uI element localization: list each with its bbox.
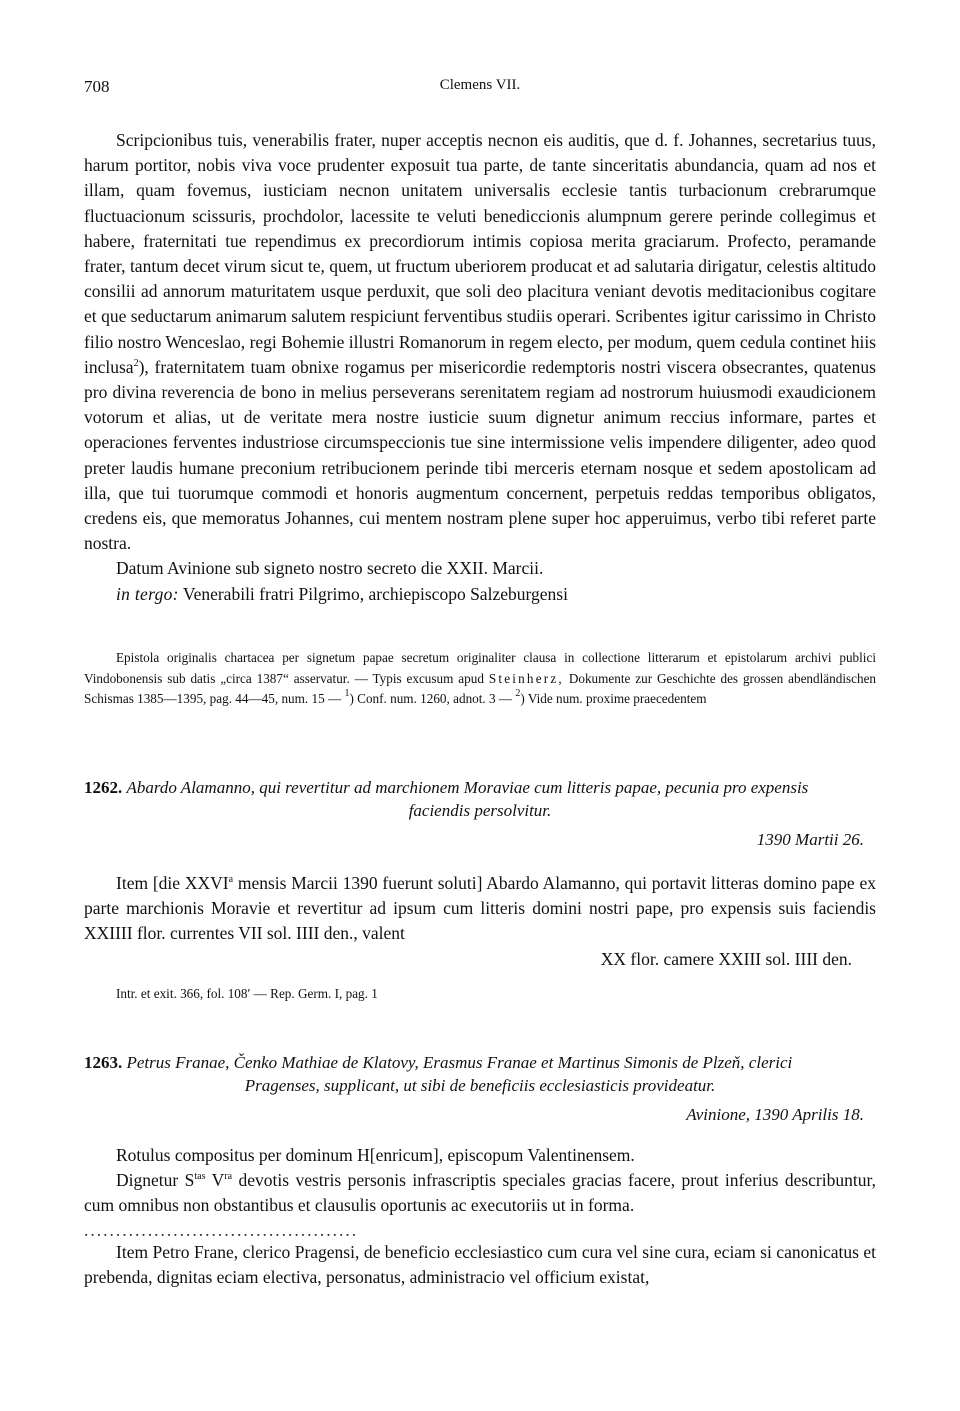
source-reference-1262: Intr. et exit. 366, fol. 108′ — Rep. Germ. I, pag. 1: [116, 986, 378, 1001]
entry-body-1263: [84, 1143, 876, 1290]
payment-amount: XX flor. camere XXIII sol. IIII den.: [600, 948, 852, 969]
tergo-line: [84, 582, 876, 607]
page-number: 708: [84, 77, 110, 96]
entry-number: 1262.: [84, 778, 123, 797]
dignetur-paragraph: Dignetur $S^{tas}$ $V^{ra}$ devotis vestris personis infrascriptis speciales gracias facere, prout inferius describuntur, cum omnibus non obstantibus et clausulis oportunis ac executoriis ut in forma.: [84, 1170, 876, 1216]
entry-number: 1263.: [84, 1053, 123, 1072]
tergo-label: in tergo:: [116, 583, 179, 604]
entry-summary: Petrus Franae, Čenko Mathiae de Klatovy, Erasmus Franae et Martinus Simonis de Plzeň, clerici: [126, 1053, 793, 1072]
omission-dots: ...........................................: [84, 1219, 359, 1240]
entry-heading-1262: [84, 776, 876, 851]
entry-date: Avinione, 1390 Aprilis 18.: [686, 1105, 864, 1124]
entry-date: 1390 Martii 26.: [756, 830, 864, 849]
entry-summary-cont: Pragenses, supplicant, ut sibi de beneficiis ecclesiasticis provideatur.: [244, 1076, 716, 1095]
entry-heading-1263: [84, 1051, 876, 1126]
entry-summary-cont: faciendis persolvitur.: [408, 801, 552, 820]
item-paragraph: Item Petro Frane, clerico Pragensi, de beneficio ecclesiastico cum cura vel sine cura, eciam si canonicatus et prebenda, dignitas eciam electiva, personatus, administracio vel officium existat,: [84, 1241, 876, 1287]
tergo-address: Venerabili fratri Pilgrimo, archiepiscopo Salzeburgensi: [182, 583, 568, 604]
datum-line: Datum Avinione sub signeto nostro secreto die XXII. Marcii.: [116, 558, 544, 579]
running-title: Clemens VII.: [439, 77, 521, 93]
entry-summary: Abardo Alamanno, qui revertitur ad marchionem Moraviae cum litteris papae, pecunia pro expensis: [126, 778, 809, 797]
rotulus-line: Rotulus compositus per dominum H[enricum], episcopum Valentinensem.: [116, 1145, 635, 1165]
editorial-note: Epistola originalis chartacea per signetum papae secretum originaliter clausa in collectione litterarum et epistolarum archivi publici Vindobonensis sub datis „circa 1387“ asservatur. — Typis excusum apud Steinherz, Dokumente zur Geschichte des grossen abendländischen Schismas 1385—1395, pag. 44—45, num. 15 — $^1$) Conf. num. 1260, adnot. 3 — $^2$) Vide num. proxime praecedentem: [84, 650, 877, 707]
cited-author: Steinherz,: [488, 670, 564, 686]
letter-paragraph: Scripcionibus tuis, venerabilis frater, nuper acceptis necnon eis auditis, que d. f. Johannes, secretarius tuus, harum portitor, nobis viva voce prudenter exposuit tua parte, de tante sinceritatis abundancia, quam ad nos et illam, quam fovemus, iusticiam necnon unitatem universalis ecclesie tantis turbacionum crebrarumque fluctuacionum scissuris, prochdolor, lacessite te veluti benediccionis alumpnum gerere perinde collegimus et habere, fraternitati tue rependimus ex precordiorum intimis copiosa merita graciarum. Profecto, peramande frater, tantum decet virum sicut te, quem, ut fructum uberiorem producat et ad salutaria dirigatur, celestis altitudo consilii ad annorum maturitatem usque perduxit, que soli deo placitura veniant devotis meditacionibus cogitare et que seductarum animarum salutem respiciunt ferventibus studiis operari. Scribentes igitur carissimo in Christo filio nostro Wenceslao, regi Bohemie illustri Romanorum in regem electo, per modum, quem cedula continet hiis inclusa$^2$), fraternitatem tuam obnixe rogamus per misericordie redemptoris nostri viscera obsecrantes, quatenus pro divina reverencia de bono in melius perseverans serenitatem regiam ad nostrorum huiusmodi exaudicionem votorum et alias, ut de veritate mera nostre iusticie suum dignetur animum reccius informare, partes et operaciones ferventes industriose circumspeccionis tue sine intermissione velis impendere diligenter, adeo quod preter laudis humane preconium retribucionem perinde tibi merceris eternam nosque et sedem apostolicam ad illa, que tui tuorumque commodi et honoris augmentum concernent, perpetuis reddas temporibus obligatos, credens eis, que memoratus Johannes, cui mentem nostram plene super hoc apperuimus, verbo tibi referet parte nostra.: [84, 130, 876, 554]
letter-text: [84, 128, 876, 607]
page-header: [84, 77, 876, 101]
entry-body-1262: Item [die XXVI$^a$ mensis Marcii 1390 fuerunt soluti] Abardo Alamanno, qui portavit litteras domino pape ex parte marchionis Moravie et revertitur ad ipsum cum litteris domini nostri pape, pro expensis suis faciendis XXIIII flor. currentes VII sol. IIII den., valent XX flor. camere XXIII sol. IIII den.: [84, 871, 876, 972]
